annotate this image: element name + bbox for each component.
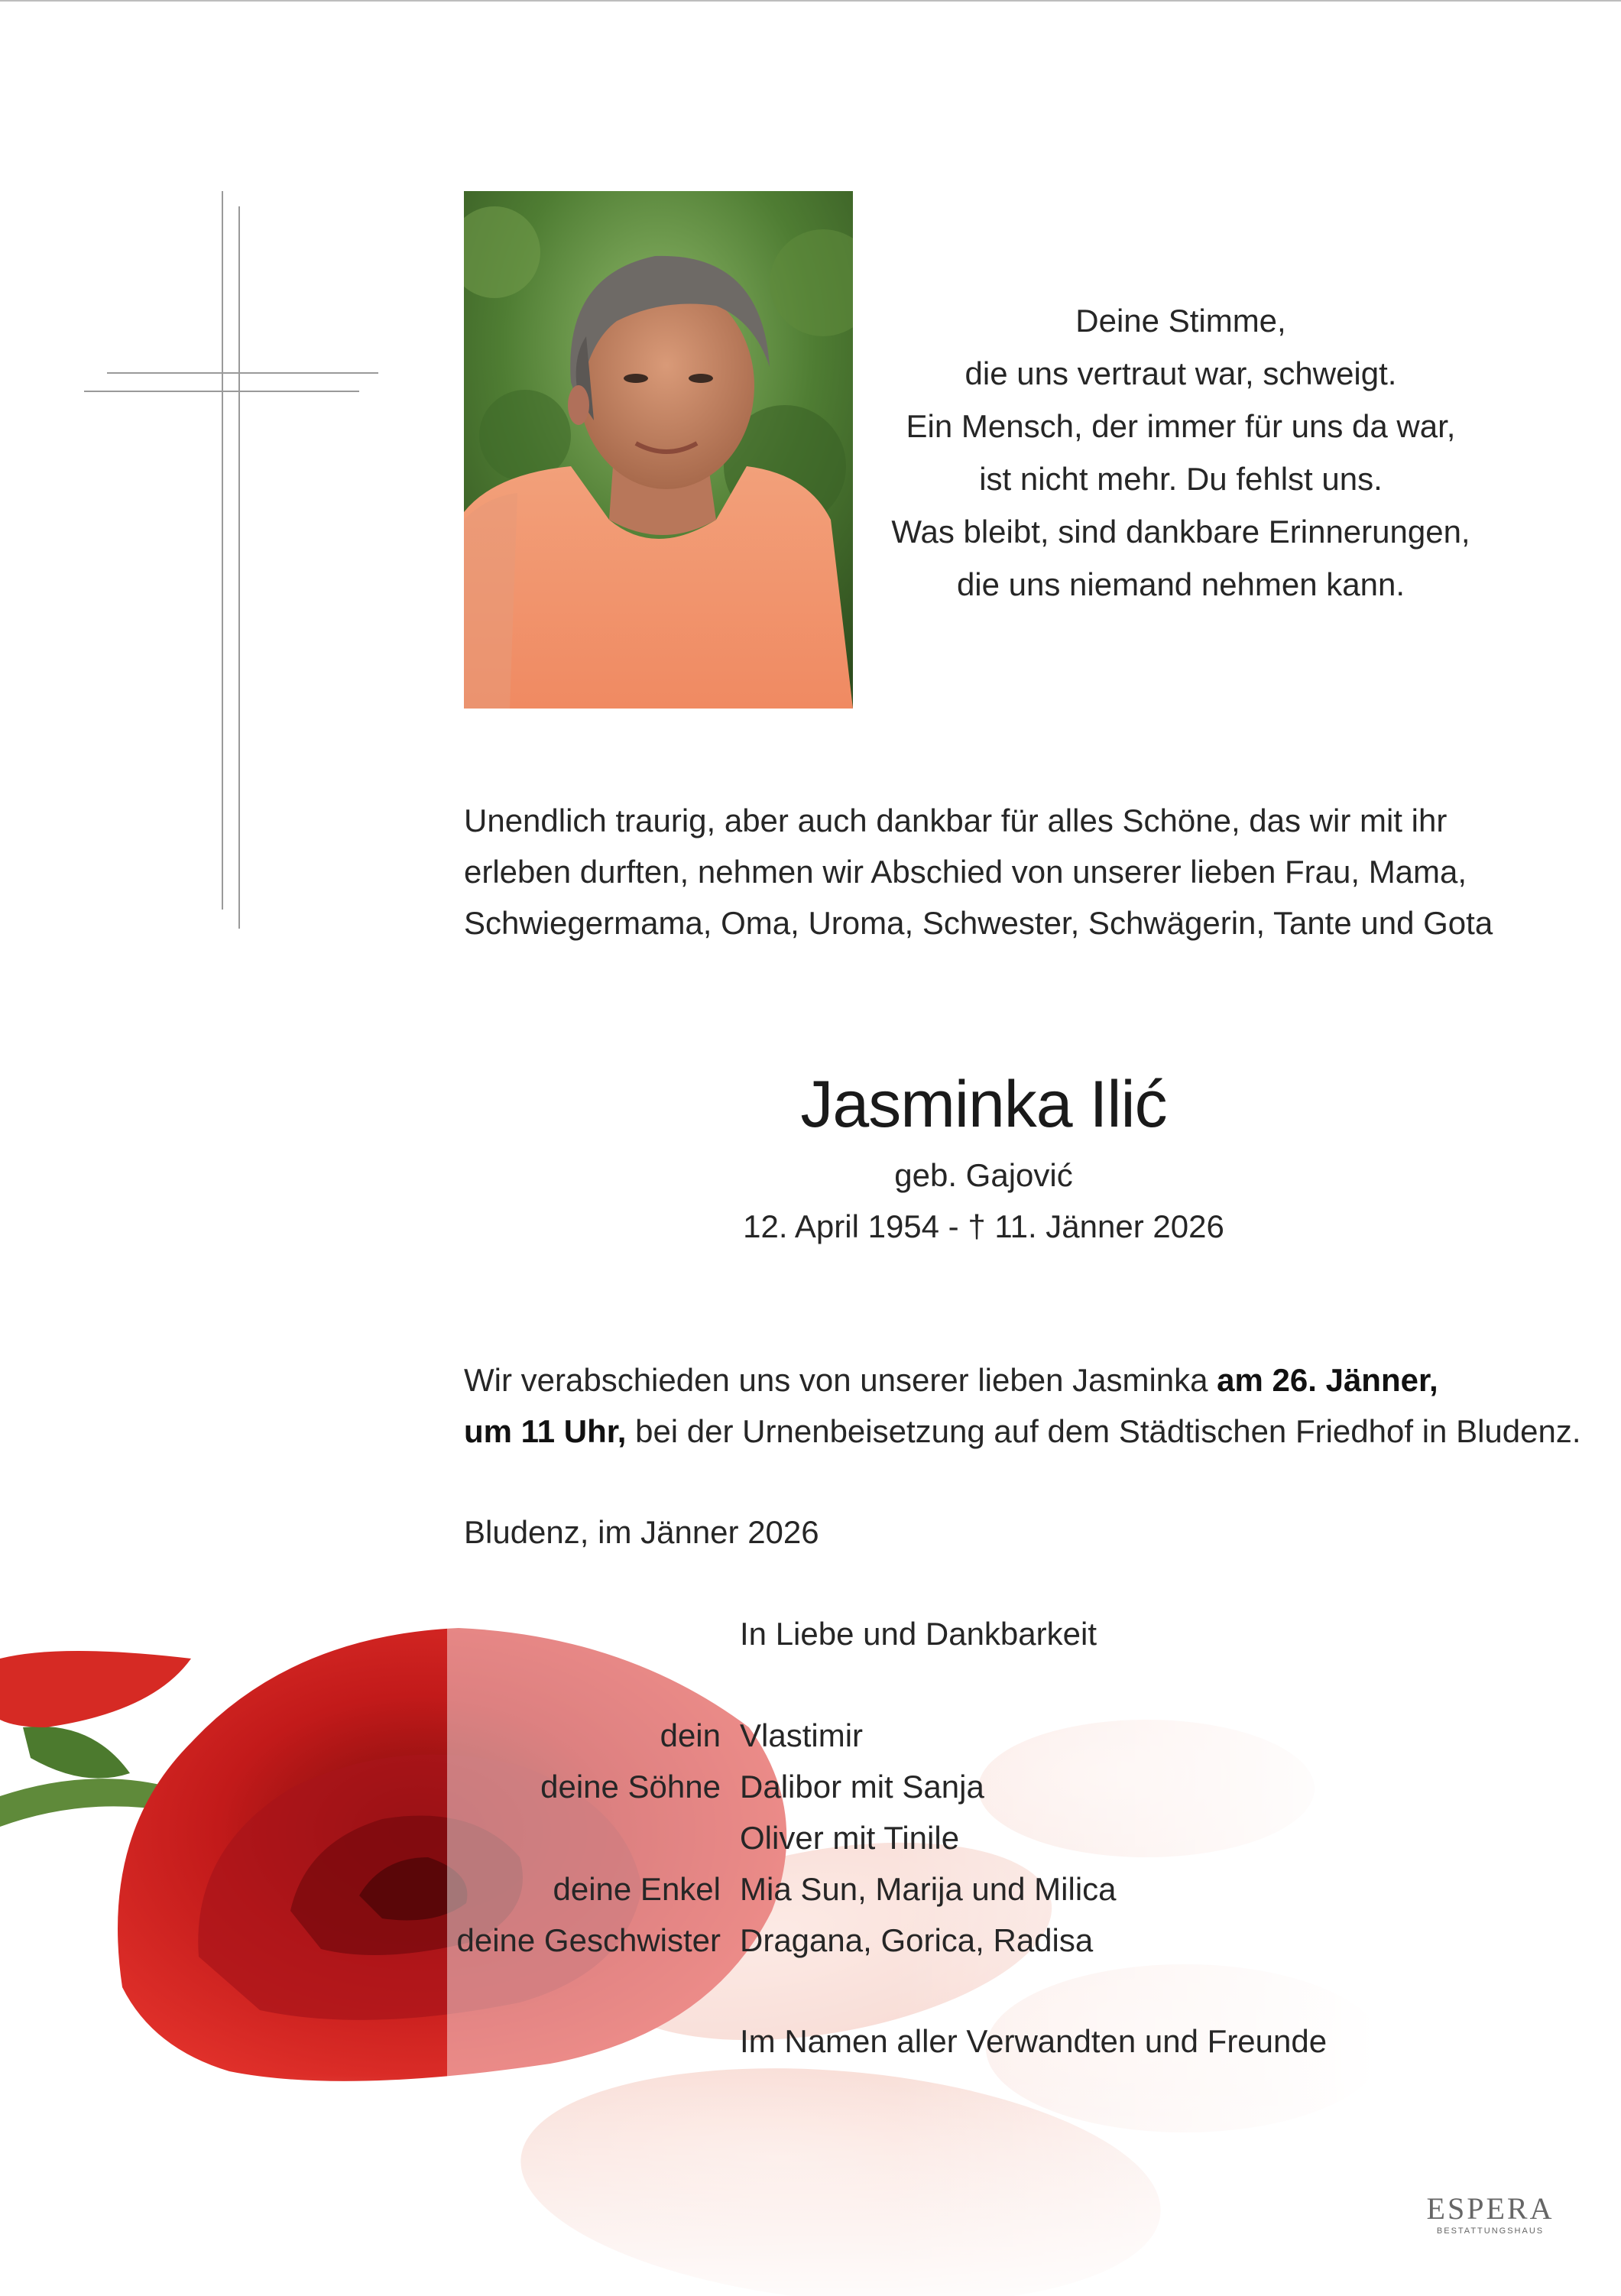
family-relation: deine Geschwister <box>456 1922 721 1958</box>
place-date: Bludenz, im Jänner 2026 <box>464 1514 819 1550</box>
family-relation: dein <box>660 1717 721 1753</box>
poem-line: ist nicht mehr. Du fehlst uns. <box>979 461 1383 497</box>
closing-line: Im Namen aller Verwandten und Freunde <box>740 2023 1328 2059</box>
intro-line: Schwiegermama, Oma, Uroma, Schwester, Schwägerin, Tante und Gota <box>464 905 1493 941</box>
logo-name: ESPERA <box>1426 2191 1555 2226</box>
poem <box>871 294 1490 611</box>
ceremony-line-1 <box>464 1354 1549 1406</box>
ceremony-time: um 11 Uhr, <box>464 1413 627 1449</box>
poem-line: die uns niemand nehmen kann. <box>956 566 1405 602</box>
intro-line: erleben durften, nehmen wir Abschied von unserer lieben Frau, Mama, <box>464 854 1467 890</box>
birth-name: geb. Gajović <box>894 1157 1073 1193</box>
portrait-photo <box>464 191 853 709</box>
poem-line: die uns vertraut war, schweigt. <box>964 355 1397 391</box>
life-dates: 12. April 1954 - † 11. Jänner 2026 <box>743 1208 1224 1244</box>
family-names: Mia Sun, Marija und Milica <box>740 1871 1117 1907</box>
cross-icon <box>0 0 397 948</box>
family-names: Oliver mit Tinile <box>740 1820 960 1856</box>
thanks-line: In Liebe und Dankbarkeit <box>740 1616 1097 1652</box>
family-names: Dalibor mit Sanja <box>740 1769 984 1805</box>
ceremony-paragraph <box>464 1354 1581 1457</box>
family-names: Dragana, Gorica, Radisa <box>740 1922 1094 1958</box>
poem-line: Ein Mensch, der immer für uns da war, <box>906 408 1456 444</box>
poem-line: Deine Stimme, <box>1075 303 1286 339</box>
intro-paragraph <box>464 795 1534 949</box>
family-relation: deine Söhne <box>540 1769 721 1805</box>
family-relation: deine Enkel <box>553 1871 721 1907</box>
deceased-name: Jasminka Ilić <box>800 1068 1167 1141</box>
ceremony-line-2 <box>464 1406 1581 1457</box>
poem-line: Was bleibt, sind dankbare Erinnerungen, <box>891 514 1470 550</box>
intro-line: Unendlich traurig, aber auch dankbar für alles Schöne, das wir mit ihr <box>464 803 1448 838</box>
espera-logo <box>1422 2192 1559 2236</box>
ceremony-text: bei der Urnenbeisetzung auf dem Städtischen Friedhof in Bludenz. <box>626 1413 1581 1449</box>
logo-subtitle: BESTATTUNGSHAUS <box>1436 2226 1545 2236</box>
ceremony-text: Wir verabschieden uns von unserer lieben Jasminka <box>464 1362 1217 1398</box>
ceremony-date: am 26. Jänner, <box>1217 1362 1438 1398</box>
family-names: Vlastimir <box>740 1717 864 1753</box>
